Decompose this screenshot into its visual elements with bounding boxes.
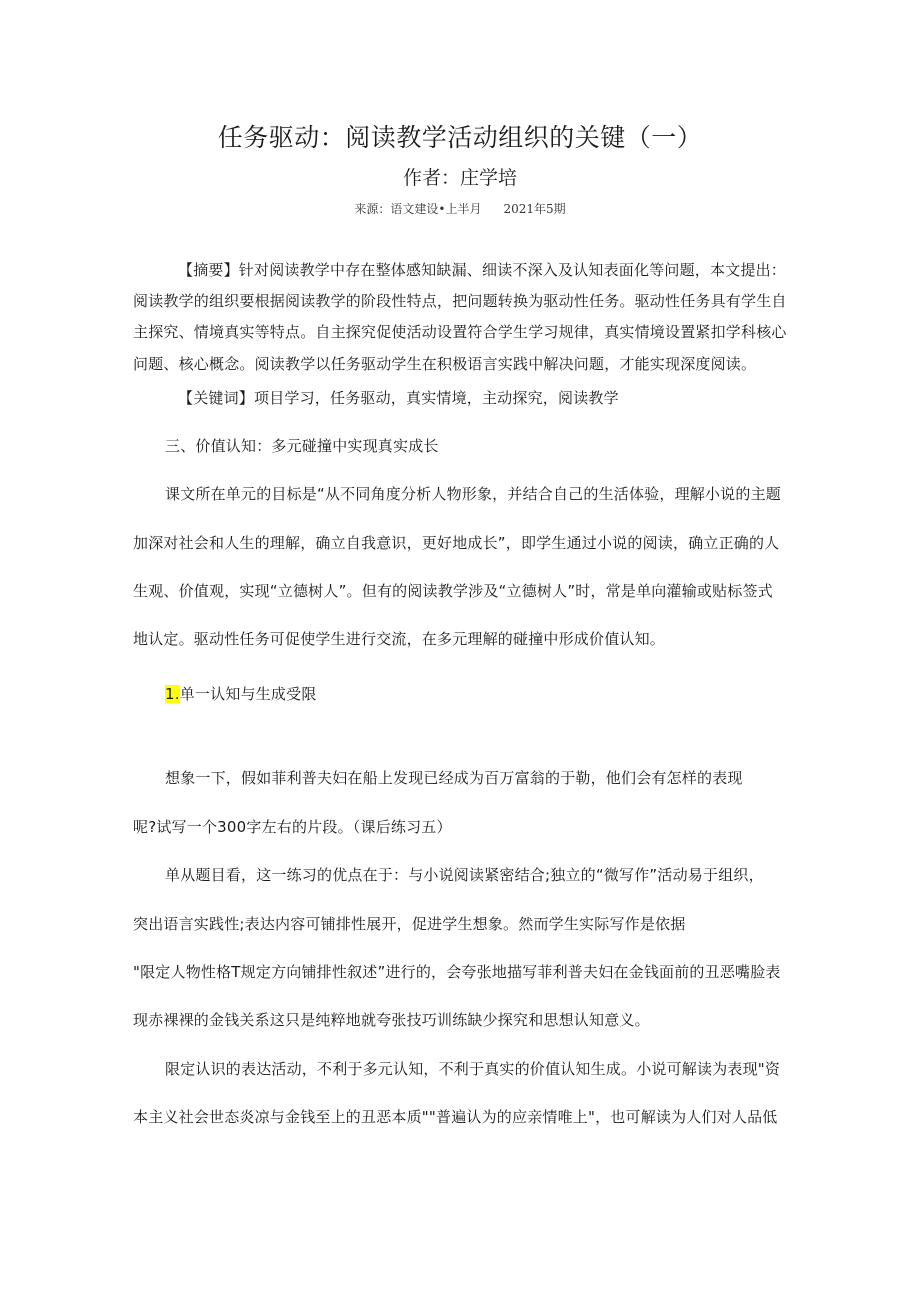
abstract-line-2: 阅读教学的组织要根据阅读教学的阶段性特点，把问题转换为驱动性任务。驱动性任务具有学生自 <box>133 292 787 310</box>
para3-line-4: 现赤裸裸的金钱关系这只是纯粹地就夸张技巧训练缺少探究和思想认知意义。 <box>133 1011 650 1029</box>
abstract-line-3: 主探究、情境真实等特点。自主探究促使活动设置符合学生学习规律，真实情境设置紧扣学科核心 <box>133 323 787 341</box>
abstract-line-1: 【摘要】针对阅读教学中存在整体感知缺漏、细读不深入及认知表面化等问题，本文提出： <box>178 261 787 279</box>
source-issue: 2021年5期 <box>503 202 566 216</box>
keywords-line: 【关键词】项目学习，任务驱动，真实情境，主动探究，阅读教学 <box>178 389 619 407</box>
para1-line-2: 加深对社会和人生的理解，确立自我意识，更好地成长”，即学生通过小说的阅读，确立正确的人 <box>133 534 780 552</box>
para1-line-4: 地认定。驱动性任务可促使学生进行交流，在多元理解的碰撞中形成价值认知。 <box>133 630 666 648</box>
article-title: 任务驱动：阅读教学活动组织的关键（一） <box>217 123 703 152</box>
article-author: 作者：庄学培 <box>402 167 517 189</box>
section-heading: 三、价值认知：多元碰撞中实现真实成长 <box>165 437 439 455</box>
para4-line-2: 本主义社会世态炎凉与金钱至上的丑恶本质""普遍认为的应亲情唯上"，也可解读为人们对人品低 <box>133 1108 778 1126</box>
para3-line-2: 突出语言实践性;表达内容可铺排性展开，促进学生想象。然而学生实际写作是依据 <box>133 915 686 933</box>
para1-line-3: 生观、价值观，实现“立德树人”。但有的阅读教学涉及“立德树人”时，常是单向灌输或贴标签式 <box>133 582 773 600</box>
article-source <box>0 199 920 219</box>
para2-line-1: 想象一下，假如菲利普夫妇在船上发现已经成为百万富翁的于勒，他们会有怎样的表现 <box>165 769 743 787</box>
source-journal: 来源：语文建设•上半月 <box>354 202 482 216</box>
abstract-line-4: 问题、核心概念。阅读教学以任务驱动学生在积极语言实践中解决问题，才能实现深度阅读。 <box>133 355 757 373</box>
para4-line-1: 限定认识的表达活动，不利于多元认知，不利于真实的价值认知生成。小说可解读为表现"资 <box>165 1060 781 1078</box>
subheading <box>165 682 317 706</box>
para3-line-3: "限定人物性格T规定方向铺排性叙述”进行的，会夸张地描写菲利普夫妇在金钱面前的丑恶嘴脸表 <box>133 963 781 981</box>
para3-line-1: 单从题目看，这一练习的优点在于：与小说阅读紧密结合;独立的“微写作”活动易于组织， <box>165 866 764 884</box>
subheading-text: 单一认知与生成受限 <box>179 685 317 703</box>
para2-line-2: 呢?试写一个300字左右的片段。（课后练习五） <box>133 818 452 836</box>
subheading-number: 1. <box>165 685 180 703</box>
para1-line-1: 课文所在单元的目标是“从不同角度分析人物形象，并结合自己的生活体验，理解小说的主题 <box>165 485 781 503</box>
